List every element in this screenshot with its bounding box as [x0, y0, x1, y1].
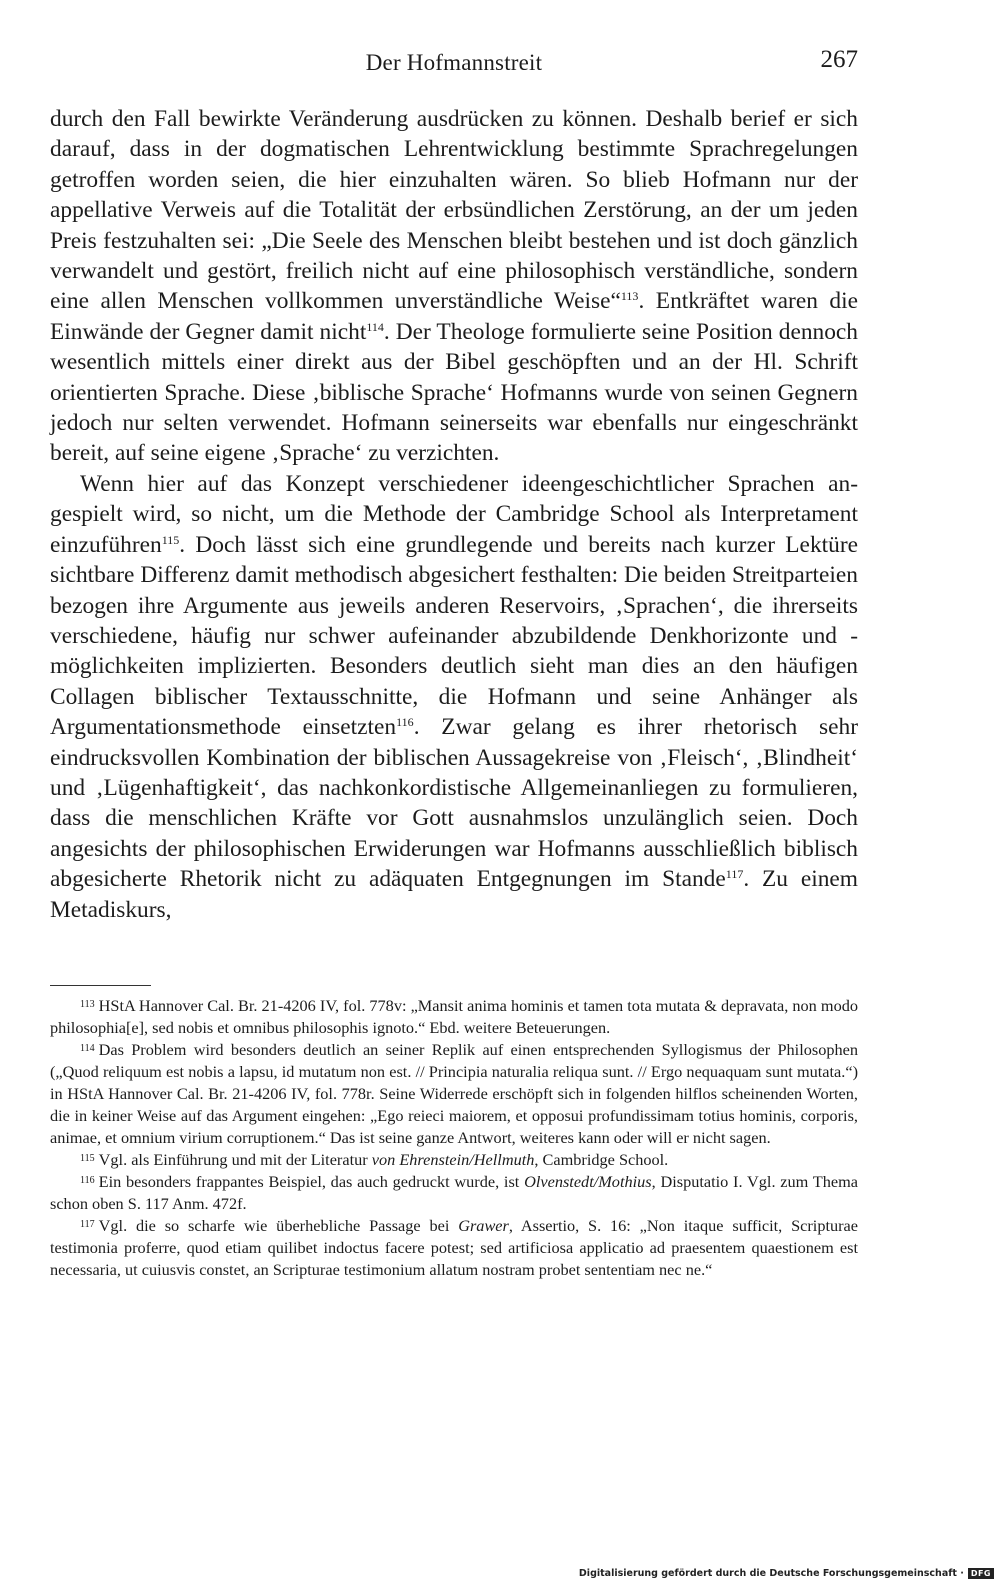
- running-header: [50, 46, 858, 82]
- footnote-number: 117: [80, 1219, 95, 1230]
- footnote-text: Vgl. als Einführung und mit der Literatur: [98, 1150, 372, 1169]
- footnote-number: 116: [80, 1175, 95, 1186]
- main-text: [50, 104, 858, 925]
- footnote-text: , Assertio, S. 16: „Non itaque sufficit, Scripturae testimonia proferre, quod etiam quilibet indoctus facere potest; sed artificiosa applicatio ad praesentem quaestionem est necessaria, ut cuiusvis constet, an Scripturae testimonium allatum nostram probet sententiam nec ne.“: [50, 1216, 858, 1279]
- text-span: durch den Fall bewirkte Veränderung ausdrücken zu können. Deshalb berief er sich darauf, dass in der dogmatischen Lehrentwicklung bestimmte Sprachregelungen getroffen worden seien, die hier einzuhalten wären. So blieb Hofmann nur der appellative Verweis auf die Totalität der erbsündlichen Zerstörung, an der um jeden Preis festzuhalten sei: „Die Seele des Menschen bleibt bestehen und ist doch gänzlich verwandelt und gestört, freilich nicht auf eine philosophisch verständliche, sondern eine allen Menschen vollkommen unverständliche Weise“: [50, 106, 858, 315]
- footnote-text: Ein besonders frappantes Beispiel, das auch gedruckt wurde, ist: [98, 1172, 525, 1191]
- text-span: . Zu einem Metadiskurs,: [50, 866, 858, 923]
- footnote-text: HStA Hannover Cal. Br. 21-4206 IV, fol. 778v: „Mansit anima hominis et tamen tota mutata & depravata, non modo philosophia[e], sed nobis et omnibus philosophis ignoto.“ Ebd. weitere Beteuerungen.: [50, 996, 858, 1037]
- footnote-113: [50, 995, 858, 1039]
- paragraph-1: [50, 104, 858, 469]
- page-number: 267: [820, 46, 858, 73]
- footnote-number: 113: [80, 999, 95, 1010]
- funding-credit: Digitalisierung gefördert durch die Deutsche Forschungsgemeinschaft ·: [578, 1567, 964, 1579]
- footnote-number: 114: [80, 1043, 95, 1054]
- footnote-text: , Cambridge School.: [534, 1150, 669, 1169]
- author-name: von Ehrenstein/Hellmuth: [371, 1150, 535, 1169]
- dfg-logo-icon: DFG: [968, 1568, 994, 1579]
- footnote-115: [50, 1149, 858, 1171]
- paragraph-2: [50, 469, 858, 925]
- footnote-116: [50, 1171, 858, 1215]
- text-span: . Entkräftet waren die Einwände der Gegner damit nicht: [50, 288, 858, 345]
- footnote-ref-114[interactable]: 114: [366, 319, 384, 334]
- footnote-number: 115: [80, 1153, 95, 1164]
- author-name: Grawer: [458, 1216, 509, 1235]
- footnote-114: [50, 1039, 858, 1149]
- author-name: Olvenstedt/Mothius: [524, 1172, 652, 1191]
- footnote-ref-117[interactable]: 117: [725, 867, 744, 882]
- footnote-ref-113[interactable]: 113: [620, 289, 639, 304]
- footnote-117: [50, 1215, 858, 1281]
- text-span: . Doch lässt sich eine grundlegende und bereits nach kurzer Lektüre sichtbare Differenz damit methodisch abgesichert festhalten: Die beiden Streitparteien bezogen ihre Argumente aus jeweils anderen Reservoirs, ‚Sprachen‘, die ihrerseits verschiedene, häufig nur schwer aufeinander abzubildende Denkhorizonte und -möglichkeiten implizierten. Besonders deutlich sieht man dies an den häufigen Collagen biblischer Textausschnitte, die Hofmann und seine Anhänger als Argumentationsmethode einsetzten: [50, 531, 858, 741]
- digitization-footer: [579, 1566, 994, 1580]
- footnote-text: , Disputatio I. Vgl. zum Thema schon oben S. 117 Anm. 472f.: [50, 1172, 859, 1213]
- text-span: . Zwar gelang es ihrer rhetorisch sehr eindrucksvollen Kombination der biblischen Aussagekreise von ‚Fleisch‘, ‚Blindheit‘ und ‚Lügenhaftigkeit‘, das nachkonkordistische Allgemeinanliegen zu formulieren, dass die menschlichen Kräfte vor Gott ausnahmslos unzulänglich seien. Doch angesichts der philosophischen Erwiderungen war Hofmanns ausschließlich biblisch abgesicherte Rhetorik nicht zu adäquaten Entgegnungen im Stande: [50, 714, 858, 893]
- running-title: Der Hofmannstreit: [365, 50, 543, 75]
- footnotes: [50, 995, 858, 1281]
- footnote-text: Vgl. die so scharfe wie überhebliche Passage bei: [98, 1216, 459, 1235]
- footnote-ref-116[interactable]: 116: [396, 715, 414, 730]
- footnote-divider: [50, 985, 151, 986]
- footnote-ref-115[interactable]: 115: [161, 532, 180, 547]
- text-span: . Der Theologe formulierte seine Position dennoch wesentlich mittels einer direkt aus der Bibel geschöpften und an der Hl. Schrift orientierten Sprache. Diese ‚biblische Sprache‘ Hofmanns wurde von seinen Gegnern jedoch nur selten verwendet. Hofmann seinerseits war ebenfalls nur eingeschränkt bereit, auf seine eigene ‚Sprache‘ zu verzichten.: [50, 318, 858, 467]
- text-span: Wenn hier auf das Konzept verschiedener ideengeschichtlicher Sprachen angespielt wird, so nicht, um die Methode der Cambridge School als Interpretament einzuführen: [50, 470, 858, 558]
- footnote-text: Das Problem wird besonders deutlich an seiner Replik auf einen entsprechenden Syllogismus der Philosophen („Quod reliquum est nobis a lapsu, id mutatum non est. // Principia naturalia reliqua sunt. // Ergo nequaquam sunt mutata.“) in HStA Hannover Cal. Br. 21-4206 IV, fol. 778r. Seine Widerrede erschöpft sich in folgenden hilflos scheinenden Worten, die in keiner Weise auf das Argument eingehen: „Ego reieci maiorem, et opposui profundissimam totius hominis, corporis, animae, et omnium virium corruptionem.“ Das ist seine ganze Antwort, weiteres kann oder will er nicht sagen.: [50, 1040, 858, 1147]
